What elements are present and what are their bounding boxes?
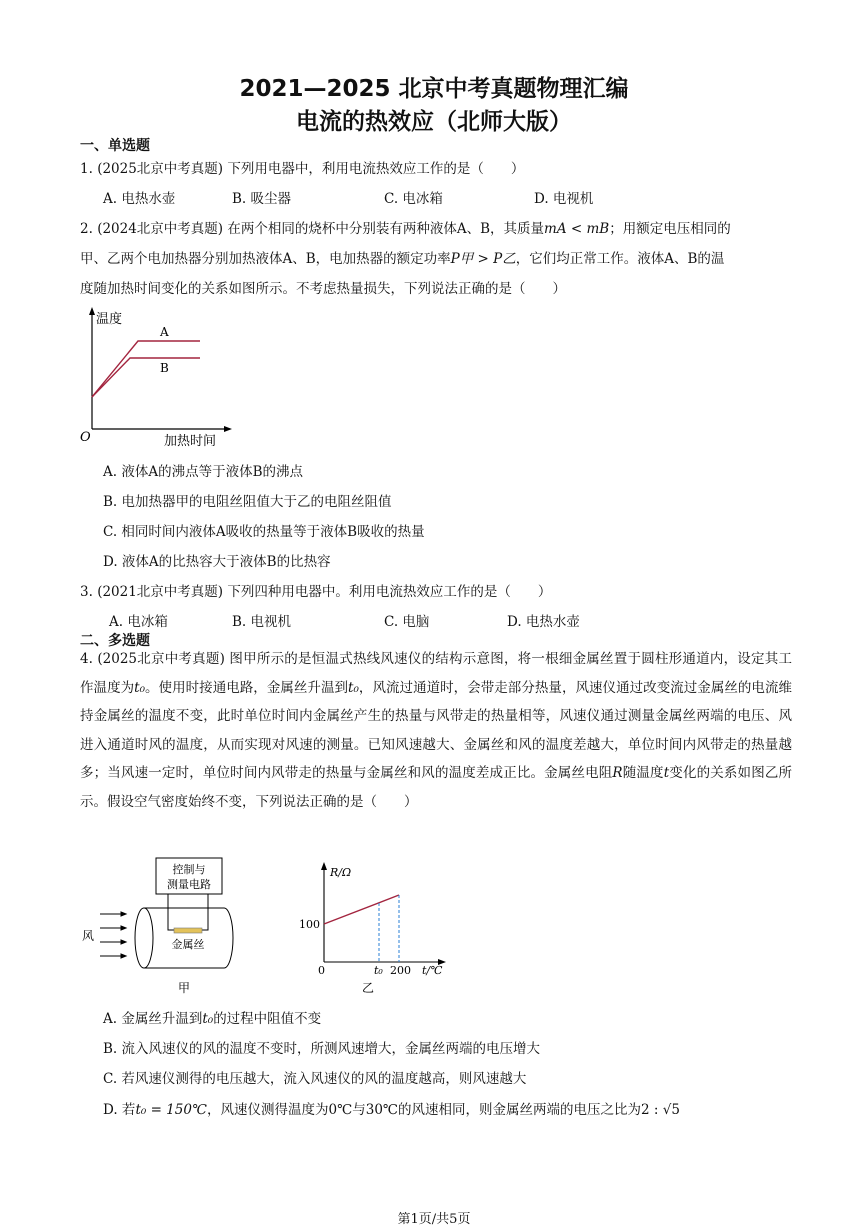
q2-stem-line2: 甲、乙两个电加热器分别加热液体A、B，电加热器的额定功率P甲 > P乙，它们均正常工作。液体A、B的温 <box>80 251 725 267</box>
q4-option-d: D. 若t₀ = 150℃，风速仪测得温度为0℃与30℃的风速相同，则金属丝两端的电压之比为2 : √5 <box>103 1102 680 1118</box>
x-axis-label: t/℃ <box>422 964 443 977</box>
caption-jia: 甲 <box>177 981 191 995</box>
q2-math-mass: mA < mB <box>544 221 610 237</box>
section-multi-choice: 二、多选题 <box>80 633 150 649</box>
q1-stem: 1. (2025北京中考真题) 下列用电器中，利用电流热效应工作的是（ ） <box>80 161 525 177</box>
resistance-line <box>324 895 399 924</box>
q4-option-a: A. 金属丝升温到t₀的过程中阻值不变 <box>103 1011 322 1027</box>
q4-stem: 4. (2025北京中考真题) 图甲所示的是恒温式热线风速仪的结构示意图，将一根细金属丝置于圆柱形通道内，设定其工作温度为t₀。使用时接通电路，金属丝升温到t₀，风流过通道时，会带走部分热量，风速仪通过改变流过金属丝的电流维持金属丝的温度不变，此时单位时间内金属丝产生的热量与风带走的热量相等，风速仪通过测量金属丝两端的电压、风进入通道时风的温度，从而实现对风速的测量。已知风速越大、金属丝和风的温度差越大，单位时间内风带走的热量越多；当风速一定时，单位时间内风带走的热量与金属丝和风的温度差成正比。金属丝电阻R随温度t变化的关系如图乙所示。假设空气密度始终不变，下列说法正确的是（ ） <box>80 651 793 810</box>
control-box-line1: 控制与 <box>172 863 206 876</box>
wire-label: 金属丝 <box>171 938 205 951</box>
page-footer: 第1页/共5页 <box>397 1212 471 1227</box>
y-axis-label: R/Ω <box>330 866 352 879</box>
q2-option-d: D. 液体A的比热容大于液体B的比热容 <box>103 554 331 570</box>
q3-option-d: D. 电热水壶 <box>507 614 580 630</box>
page-subtitle: 电流的热效应（北师大版） <box>296 109 572 135</box>
wind-arrows <box>100 912 126 958</box>
x-tick-t0: t₀ <box>374 964 383 977</box>
q1-option-a: A. 电热水壶 <box>103 191 176 207</box>
q1-option-b: B. 吸尘器 <box>232 191 292 207</box>
q3-option-a: A. 电冰箱 <box>109 614 168 630</box>
q3-stem: 3. (2021北京中考真题) 下列四种用电器中。利用电流热效应工作的是（ ） <box>80 584 552 600</box>
q1-option-d: D. 电视机 <box>534 191 594 207</box>
metal-wire <box>174 928 202 933</box>
label-a: A <box>160 325 169 339</box>
q4-option-c: C. 若风速仪测得的电压越大，流入风速仪的风的温度越高，则风速越大 <box>103 1071 527 1087</box>
section-single-choice: 一、单选题 <box>80 138 150 154</box>
q4-figure-yi <box>296 858 456 998</box>
q2-temperature-graph <box>78 305 238 450</box>
q2-stem-line3: 度随加热时间变化的关系如图所示。不考虑热量损失，下列说法正确的是（ ） <box>80 281 566 297</box>
origin-label: O <box>80 430 91 445</box>
origin-label: 0 <box>318 964 325 977</box>
y-tick-100: 100 <box>299 918 320 931</box>
y-axis-label: 温度 <box>96 312 123 327</box>
wind-label: 风 <box>82 929 95 943</box>
label-b: B <box>160 361 169 375</box>
q2-option-c: C. 相同时间内液体A吸收的热量等于液体B吸收的热量 <box>103 524 425 540</box>
q1-option-c: C. 电冰箱 <box>384 191 443 207</box>
line-a <box>92 341 200 397</box>
q4-option-b: B. 流入风速仪的风的温度不变时，所测风速增大，金属丝两端的电压增大 <box>103 1041 541 1057</box>
x-tick-200: 200 <box>390 964 411 977</box>
q2-math-power: P甲 > P乙 <box>450 251 516 267</box>
q2-option-a: A. 液体A的沸点等于液体B的沸点 <box>103 464 304 480</box>
q2-option-b: B. 电加热器甲的电阻丝阻值大于乙的电阻丝阻值 <box>103 494 392 510</box>
x-axis-label: 加热时间 <box>164 434 217 449</box>
q2-stem-line1: 2. (2024北京中考真题) 在两个相同的烧杯中分别装有两种液体A、B，其质量mA < mB；用额定电压相同的 <box>80 221 731 237</box>
q3-option-b: B. 电视机 <box>232 614 292 630</box>
q3-option-c: C. 电脑 <box>384 614 430 630</box>
q4-figure-jia <box>78 856 246 996</box>
control-box-line2: 测量电路 <box>167 878 211 891</box>
caption-yi: 乙 <box>361 981 375 995</box>
page-title: 2021—2025 北京中考真题物理汇编 <box>239 76 629 102</box>
